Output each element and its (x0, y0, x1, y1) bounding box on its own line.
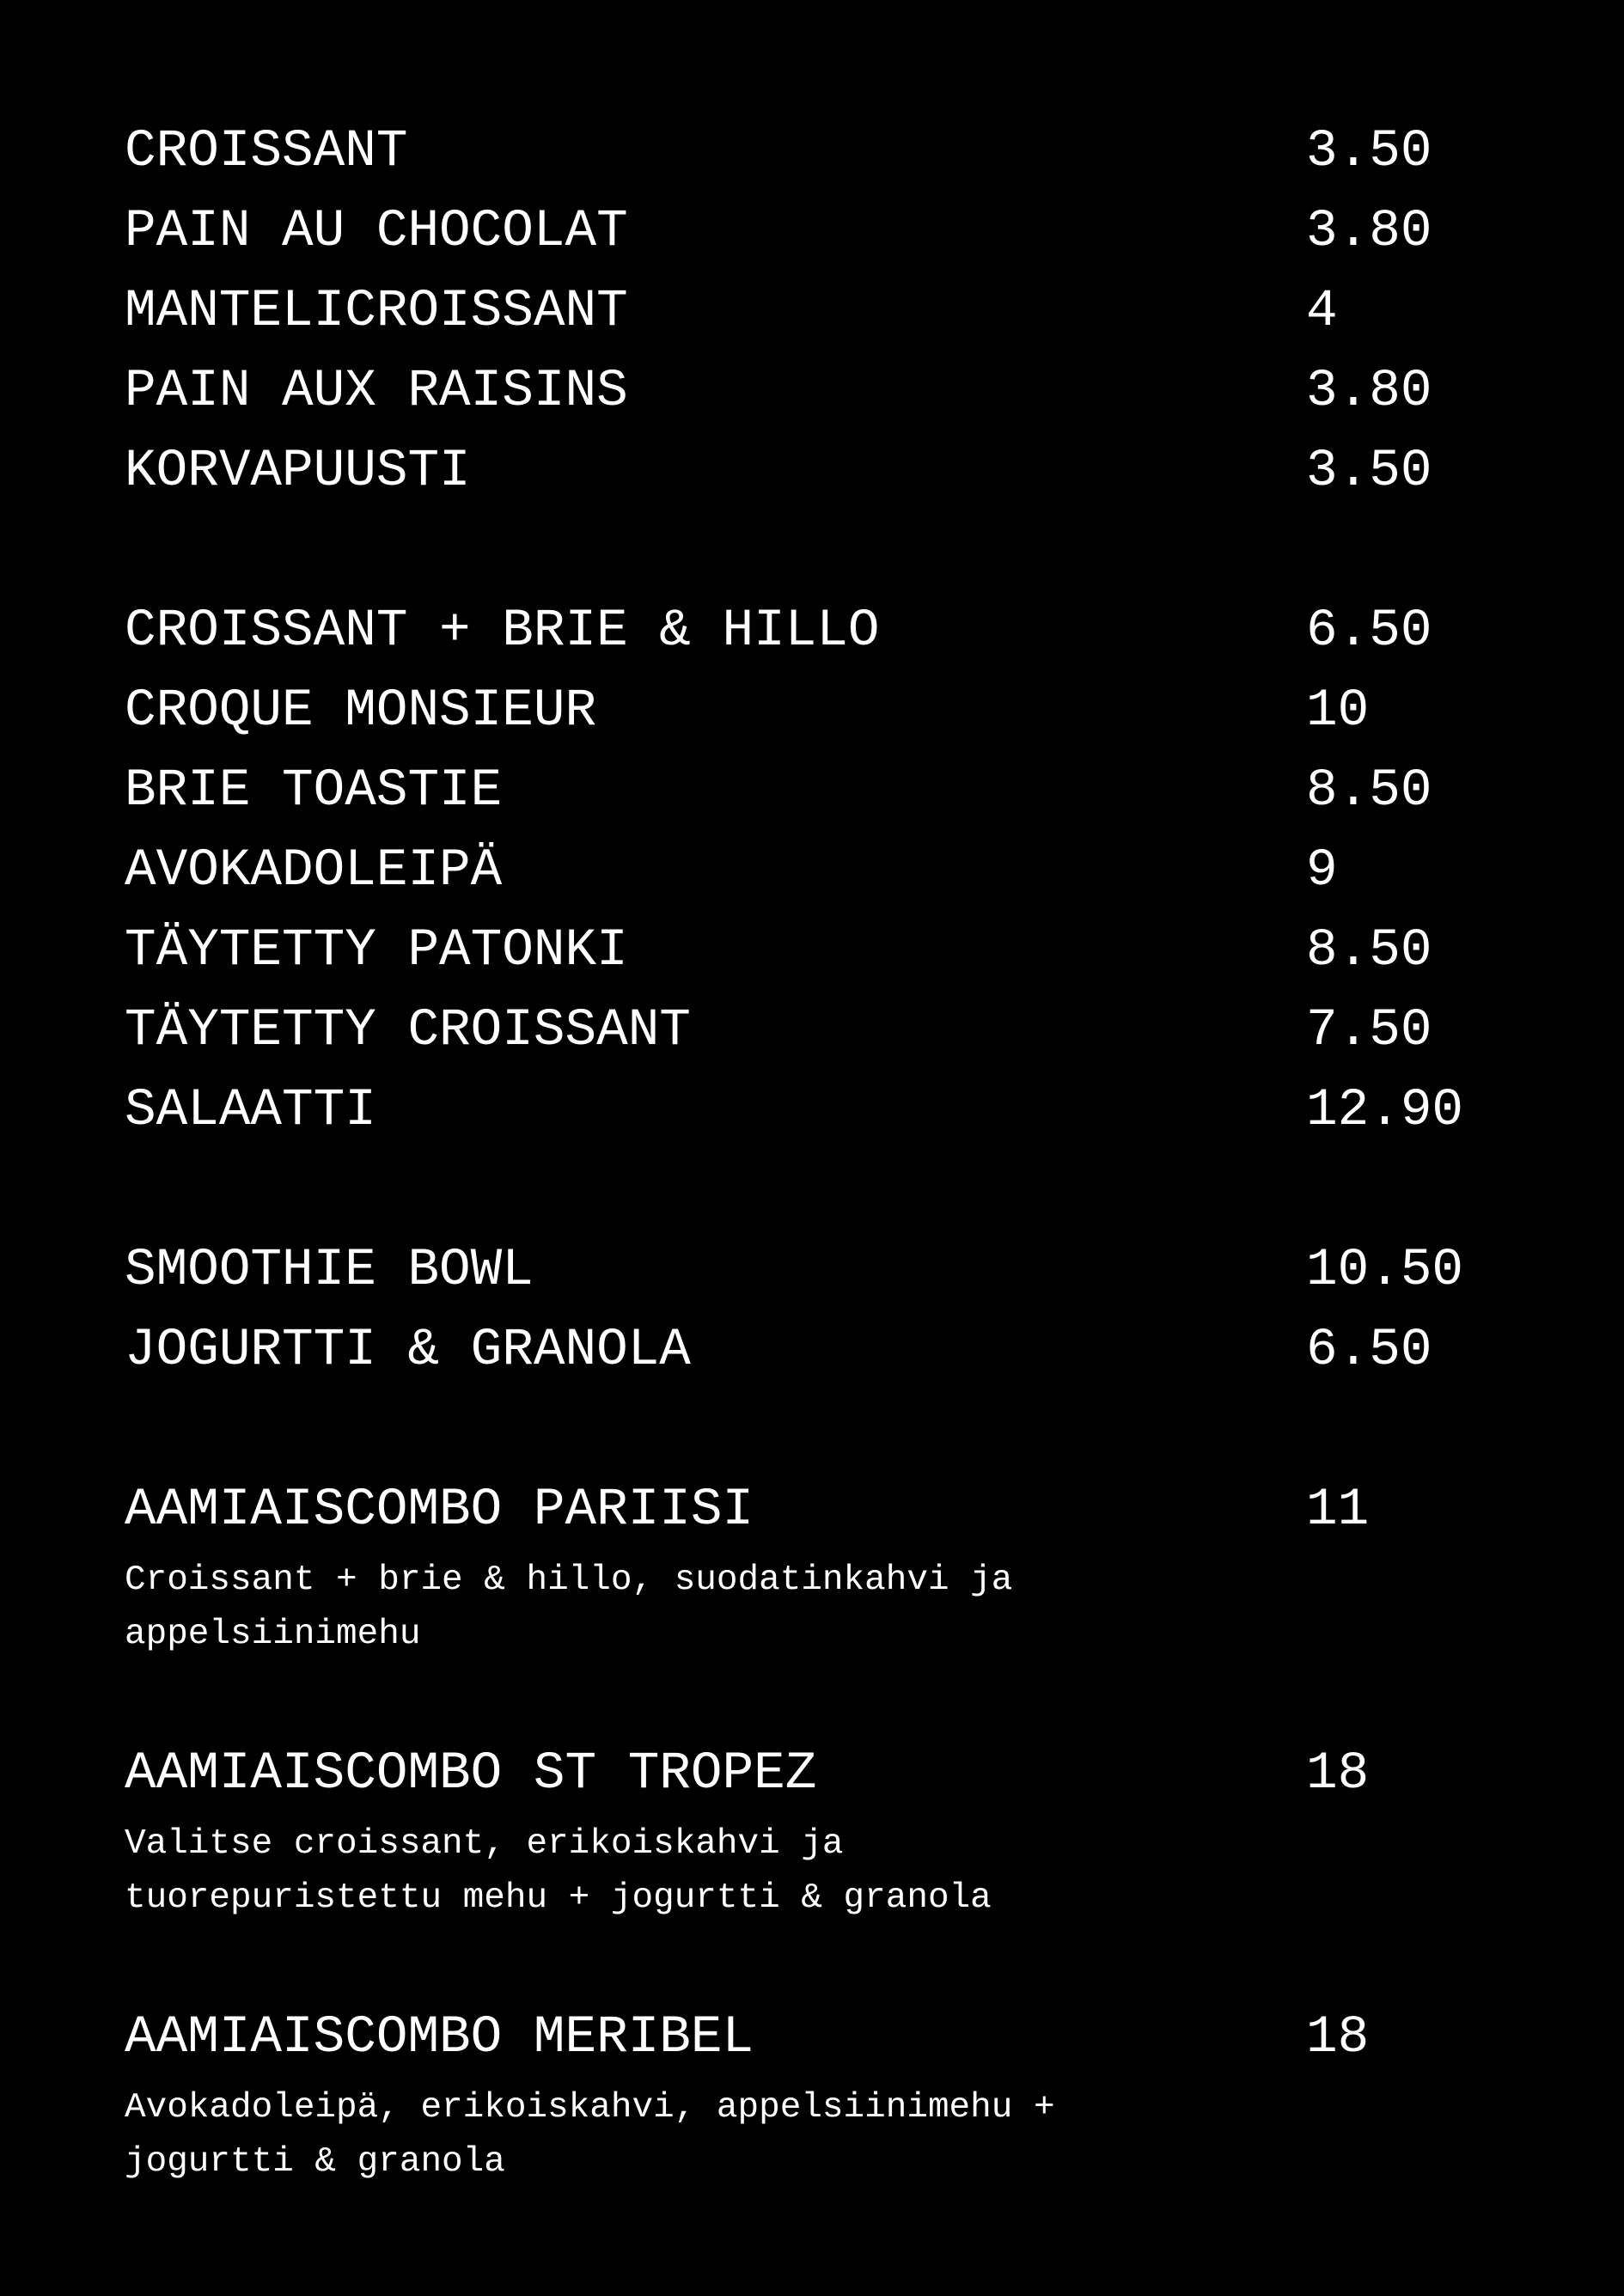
menu-section-savoury (125, 591, 1499, 1151)
menu-item (125, 591, 1499, 671)
combo-item (125, 1998, 1499, 2189)
combo-description-line: jogurtti & granola (125, 2142, 505, 2182)
combo-header (125, 1734, 1499, 1814)
menu-item-name: KORVAPUUSTI (125, 442, 471, 501)
combo-description-line: Valitse croissant, erikoiskahvi ja (125, 1824, 844, 1864)
combo-description (125, 1554, 1224, 1662)
menu (125, 112, 1499, 2189)
combo-description-line: Avokadoleipä, erikoiskahvi, appelsiinimehu + (125, 2088, 1055, 2128)
combo-price: 18 (1306, 1744, 1370, 1804)
menu-item (125, 911, 1499, 991)
combo-price: 18 (1306, 2008, 1370, 2067)
menu-item-name: PAIN AU CHOCOLAT (125, 202, 628, 261)
combo-header (125, 1998, 1499, 2078)
menu-item-price: 12.90 (1306, 1081, 1464, 1140)
menu-item-name: TÄYTETTY CROISSANT (125, 1001, 691, 1060)
menu-item-price: 3.50 (1306, 122, 1432, 181)
combo-item (125, 1734, 1499, 1926)
combo-description-line: Croissant + brie & hillo, suodatinkahvi ja (125, 1560, 1013, 1600)
menu-item-price: 10 (1306, 681, 1370, 741)
menu-item (125, 272, 1499, 351)
menu-section-pastries (125, 112, 1499, 511)
menu-item-price: 3.50 (1306, 442, 1432, 501)
menu-item-name: MANTELICROISSANT (125, 282, 628, 341)
menu-item (125, 751, 1499, 831)
menu-item (125, 351, 1499, 431)
menu-item-name: SALAATTI (125, 1081, 376, 1140)
combo-description-line: appelsiinimehu (125, 1615, 421, 1654)
menu-item-price: 9 (1306, 841, 1338, 901)
combo-name: AAMIAISCOMBO ST TROPEZ (125, 1744, 817, 1804)
menu-item (125, 831, 1499, 911)
menu-item (125, 1071, 1499, 1151)
combo-price: 11 (1306, 1481, 1370, 1540)
menu-item-name: CROISSANT + BRIE & HILLO (125, 601, 880, 661)
combo-item (125, 1470, 1499, 1662)
menu-item-name: SMOOTHIE BOWL (125, 1241, 534, 1300)
menu-item (125, 1230, 1499, 1310)
menu-item-name: CROQUE MONSIEUR (125, 681, 597, 741)
menu-section-bowls (125, 1230, 1499, 1390)
menu-item (125, 112, 1499, 192)
combo-description (125, 1817, 1224, 1926)
menu-item-price: 6.50 (1306, 601, 1432, 661)
menu-item-price: 8.50 (1306, 921, 1432, 980)
menu-item-price: 4 (1306, 282, 1338, 341)
menu-item-price: 3.80 (1306, 202, 1432, 261)
combo-description (125, 2081, 1224, 2189)
combo-name: AAMIAISCOMBO MERIBEL (125, 2008, 754, 2067)
menu-item-price: 8.50 (1306, 761, 1432, 821)
combo-header (125, 1470, 1499, 1550)
menu-item-name: PAIN AUX RAISINS (125, 362, 628, 421)
menu-item-name: JOGURTTI & GRANOLA (125, 1321, 691, 1380)
combo-name: AAMIAISCOMBO PARIISI (125, 1481, 754, 1540)
menu-item-price: 3.80 (1306, 362, 1432, 421)
menu-item-name: AVOKADOLEIPÄ (125, 841, 503, 901)
menu-item (125, 991, 1499, 1071)
menu-item (125, 431, 1499, 511)
menu-item-price: 7.50 (1306, 1001, 1432, 1060)
combo-description-line: tuorepuristettu mehu + jogurtti & granola (125, 1878, 992, 1918)
menu-item-name: TÄYTETTY PATONKI (125, 921, 628, 980)
menu-item-name: BRIE TOASTIE (125, 761, 503, 821)
menu-item-name: CROISSANT (125, 122, 408, 181)
menu-item (125, 192, 1499, 272)
menu-item-price: 10.50 (1306, 1241, 1464, 1300)
menu-item (125, 1310, 1499, 1390)
menu-item-price: 6.50 (1306, 1321, 1432, 1380)
menu-item (125, 671, 1499, 751)
menu-section-combos (125, 1470, 1499, 2189)
